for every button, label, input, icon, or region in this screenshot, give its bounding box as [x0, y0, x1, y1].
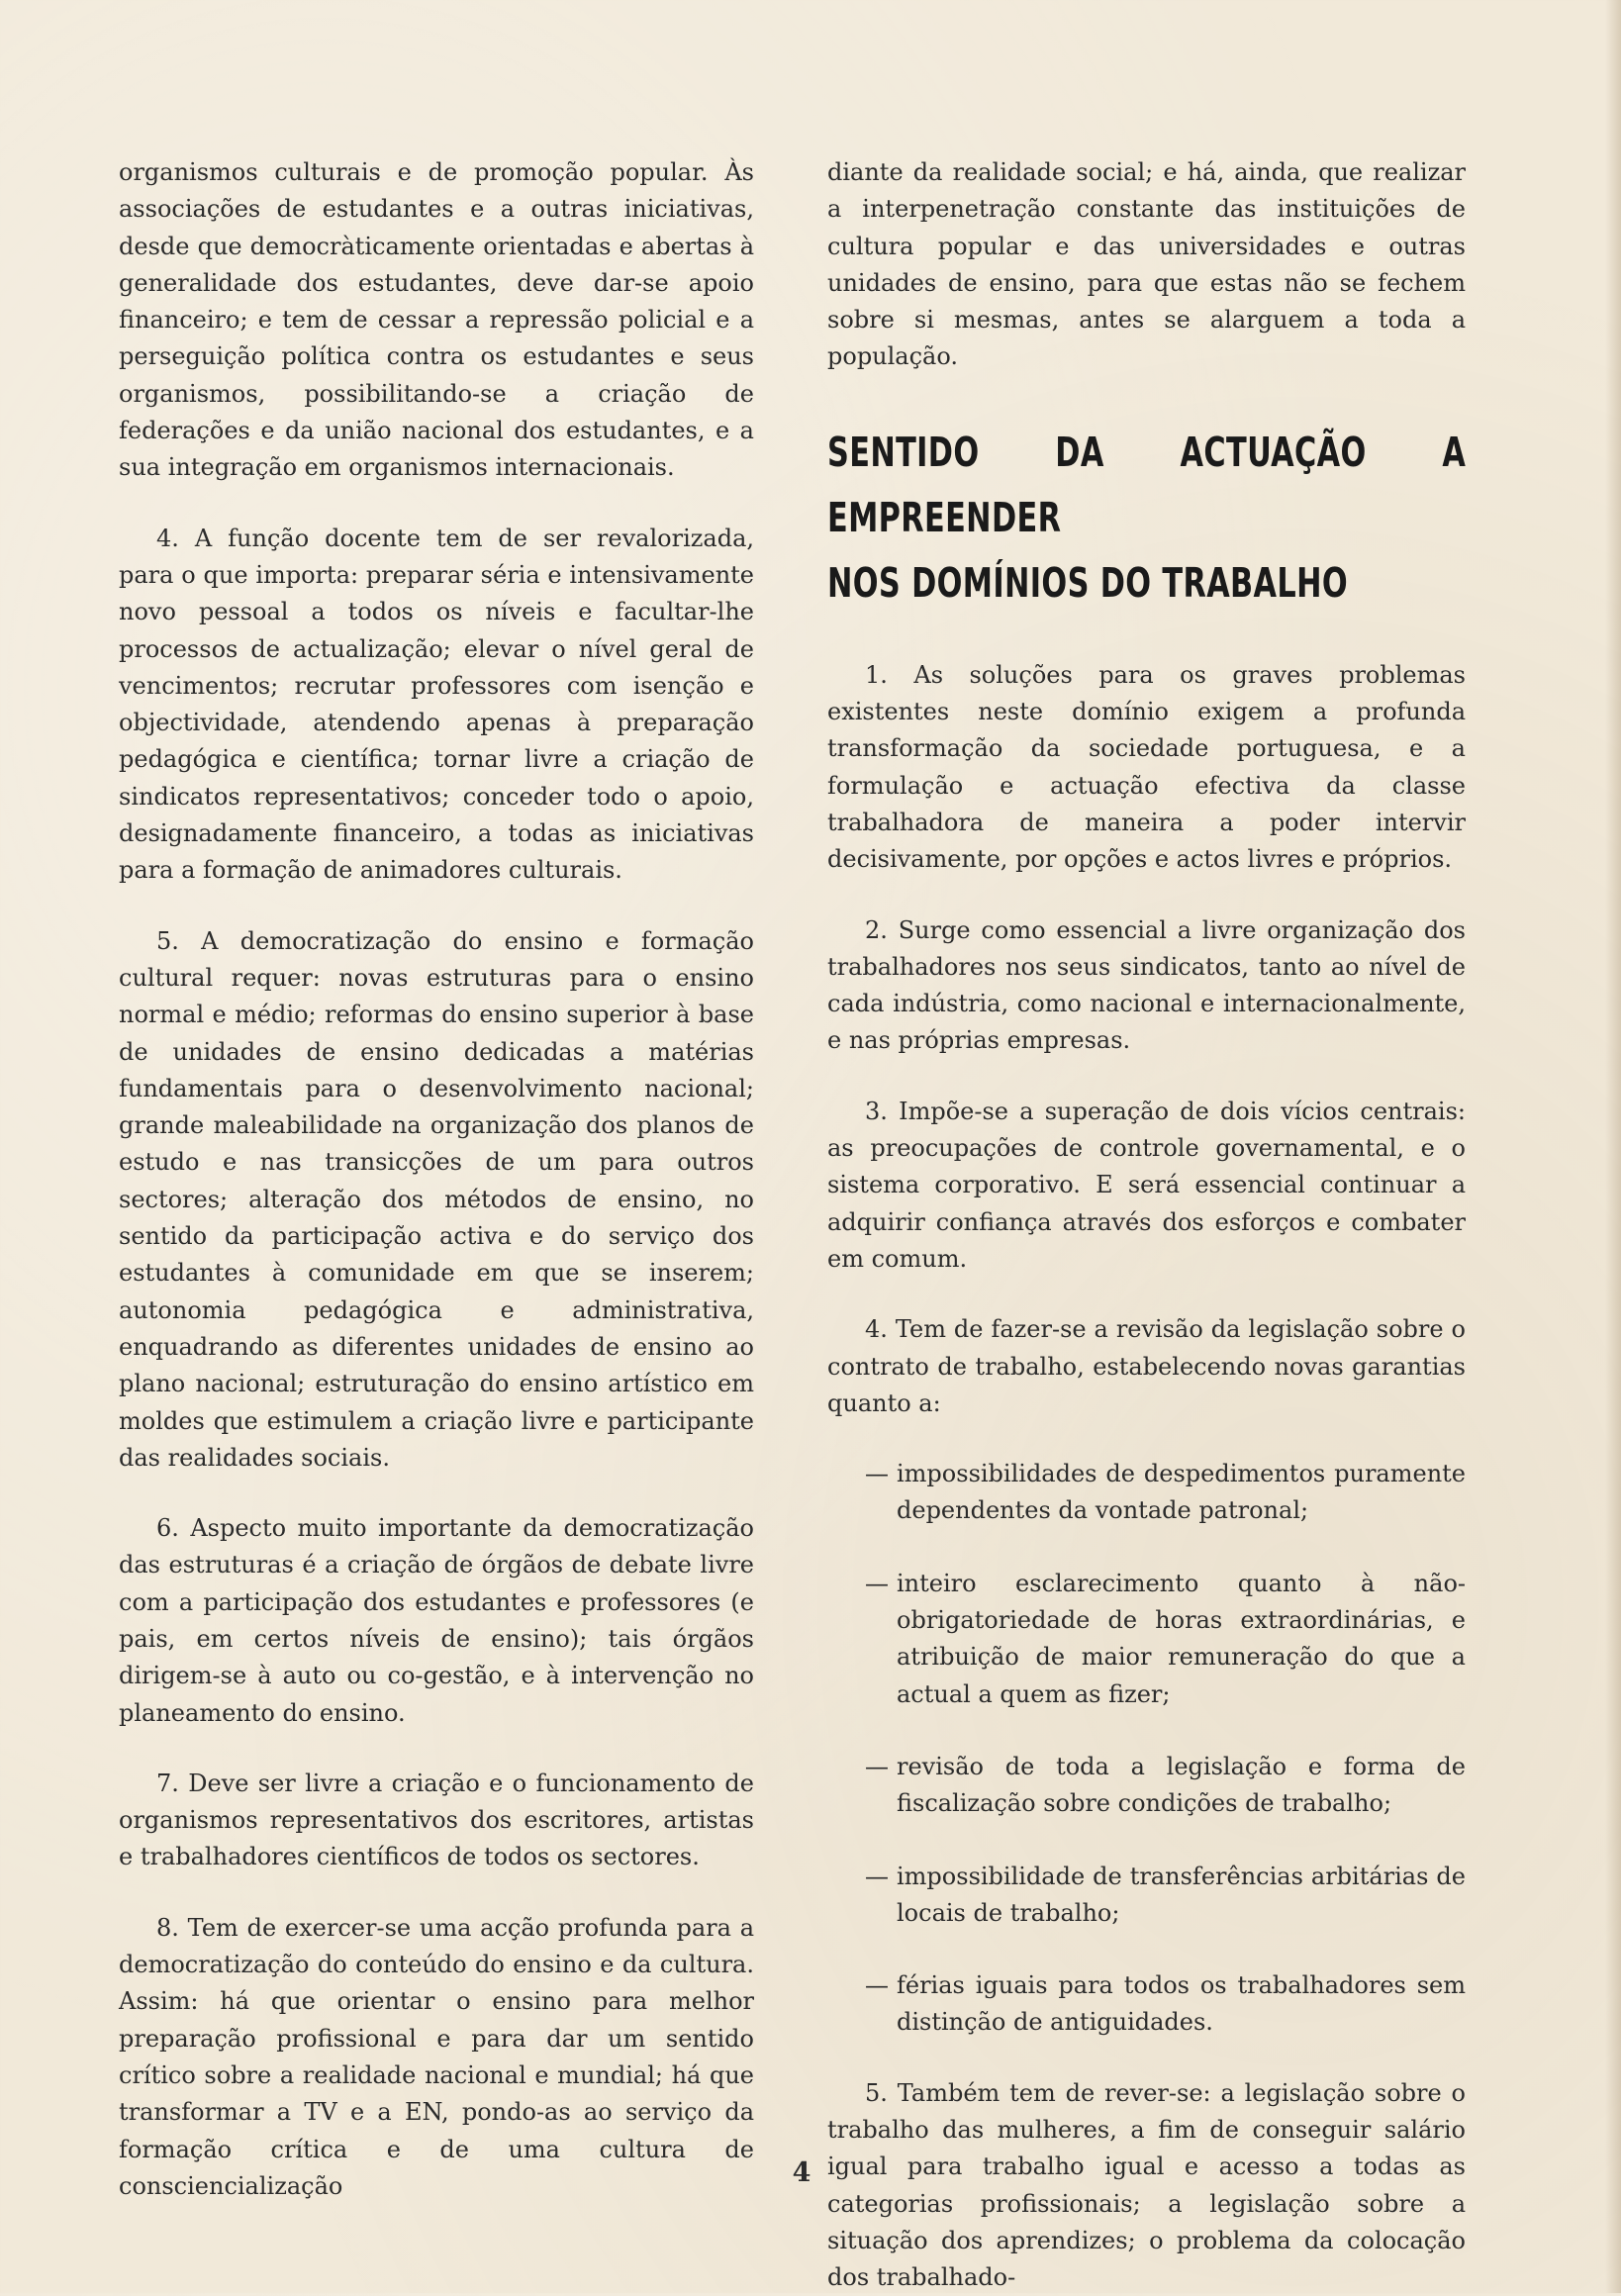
paragraph-8-conteudo: 8. Tem de exercer-se uma acção profunda para a democratização do conteúdo do ensino e da cultura. Assim: há que orientar o ensino para melhor preparação profissional e para dar um sentido crítico sobre a realidade nacional e mundial; há que transformar a TV e a EN, pondo-as ao serviço da formação crítica e de uma cultura de consciencialização — [119, 1913, 754, 2200]
paragraph-3-vicios: 3. Impõe-se a superação de dois vícios centrais: as preocupações de controle governamental, e o sistema corporativo. E será essencial continuar a adquirir confiança através dos esforços e combater em comum. — [827, 1097, 1466, 1273]
dash-bullet: — — [865, 1460, 889, 1488]
section-heading-line-2: NOS DOMÍNIOS DO TRABALHO — [827, 558, 1349, 607]
list-item-text: impossibilidade de transferências arbitárias de locais de trabalho; — [897, 1862, 1466, 1927]
paragraph-5-democratizacao: 5. A democratização do ensino e formação cultural requer: novas estruturas para o ensino normal e médio; reformas do ensino superior à base de unidades de ensino dedicadas a matérias fundamentais para o desenvolvimento nacional; grande maleabilidade na organização dos planos de estudo e nas transicções de um para outros sectores; alteração dos métodos de ensino, no sentido da participação activa e do serviço dos estudantes à comunidade em que se inserem; autonomia pedagógica e administrativa, enquadrando as diferentes unidades de ensino ao plano nacional; estruturação do ensino artístico em moldes que estimulem a criação livre e participante das realidades sociais. — [119, 926, 754, 1472]
guarantees-list — [827, 1456, 1466, 2042]
right-column — [827, 154, 1466, 2296]
paragraph-2-sindicatos: 2. Surge como essencial a livre organização dos trabalhadores nos seus sindicatos, tanto ao nível de cada indústria, como nacional e internacionalmente, e nas próprias empresas. — [827, 915, 1466, 1055]
list-item-text: impossibilidades de despedimentos puramente dependentes da vontade patronal; — [897, 1460, 1466, 1525]
dash-bullet: — — [865, 1752, 889, 1780]
section-heading — [827, 420, 1466, 616]
left-column — [119, 154, 754, 2205]
dash-bullet: — — [865, 1971, 889, 2000]
dash-bullet: — — [865, 1862, 889, 1890]
list-item — [827, 1967, 1466, 2042]
section-heading-line-1: SENTIDO DA ACTUAÇÃO A EMPREENDER — [827, 428, 1467, 541]
page-edge-shadow — [1605, 0, 1621, 2293]
list-item-text: férias iguais para todos os trabalhadores sem distinção de antiguidades. — [897, 1971, 1466, 2037]
paragraph-7-organismos: 7. Deve ser livre a criação e o funcionamento de organismos representativos dos escritores, artistas e trabalhadores científicos de todos os sectores. — [119, 1769, 754, 1871]
paragraph-intro: organismos culturais e de promoção popular. Às associações de estudantes e a outras iniciativas, desde que democràticamente orientadas e abertas à generalidade dos estudantes, deve dar-se apoio financeiro; e tem de cessar a repressão policial e a perseguição política contra os estudantes e seus organismos, possibilitando-se a criação de federações e da união nacional dos estudantes, e a sua integração em organismos internacionais. — [119, 158, 754, 482]
list-item — [827, 1566, 1466, 1713]
paragraph-6-orgaos-debate: 6. Aspecto muito importante da democratização das estruturas é a criação de órgãos de debate livre com a participação dos estudantes e professores (e pais, em certos níveis de ensino); tais órgãos dirigem-se à auto ou co-gestão, e à intervenção no planeamento do ensino. — [119, 1514, 754, 1727]
list-item-text: inteiro esclarecimento quanto à não-obrigatoriedade de horas extraordinárias, e atribuição de maior remuneração do que a actual a quem as fizer; — [897, 1569, 1466, 1708]
paragraph-5-mulheres: 5. Também tem de rever-se: a legislação sobre o trabalho das mulheres, a fim de conseguir salário igual para trabalho igual e acesso a todas as categorias profissionais; a legislação sobre a situação dos aprendizes; o problema da colocação dos trabalhado- — [827, 2078, 1466, 2292]
paragraph-continuation: diante da realidade social; e há, ainda, que realizar a interpenetração constante das instituições de cultura popular e das universidades e outras unidades de ensino, para que estas não se fechem sobre si mesmas, antes se alarguem a toda a população. — [827, 158, 1466, 371]
list-item — [827, 1859, 1466, 1933]
paragraph-4-docentes: 4. A função docente tem de ser revalorizada, para o que importa: preparar séria e intensivamente novo pessoal a todos os níveis e facultar-lhe processos de actualização; elevar o nível geral de vencimentos; recrutar professores com isenção e objectividade, atendendo apenas à preparação pedagógica e científica; tornar livre a criação de sindicatos representativos; conceder todo o apoio, designadamente financeiro, a todas as iniciativas para a formação de animadores culturais. — [119, 524, 754, 885]
paragraph-1-solucoes: 1. As soluções para os graves problemas existentes neste domínio exigem a profunda transformação da sociedade portuguesa, e a formulação e actuação efectiva da classe trabalhadora de maneira a poder intervir decisivamente, por opções e actos livres e próprios. — [827, 660, 1466, 874]
dash-bullet: — — [865, 1569, 889, 1597]
list-item — [827, 1749, 1466, 1823]
paragraph-4-contrato: 4. Tem de fazer-se a revisão da legislação sobre o contrato de trabalho, estabelecendo novas garantias quanto a: — [827, 1315, 1466, 1417]
page-number: 4 — [792, 2157, 811, 2188]
list-item — [827, 1456, 1466, 1530]
list-item-text: revisão de toda a legislação e forma de fiscalização sobre condições de trabalho; — [897, 1752, 1466, 1818]
